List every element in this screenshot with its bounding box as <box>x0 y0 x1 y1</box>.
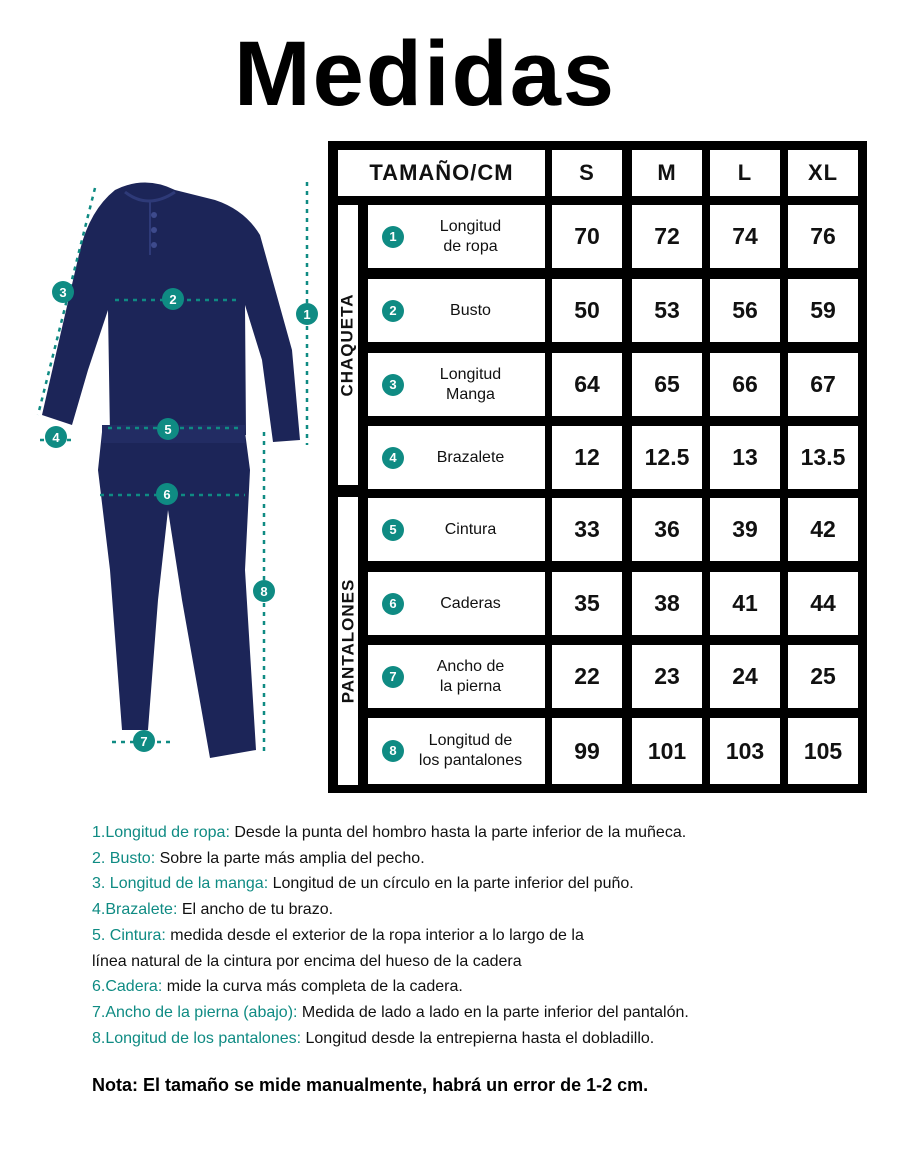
row-label-6 <box>368 572 545 635</box>
measurement-name-line1: Caderas <box>440 594 501 612</box>
value-cell: 72 <box>632 205 702 268</box>
group-label-pantalones <box>338 497 358 785</box>
header-size-label: TAMAÑO/CM <box>338 150 545 196</box>
value-cell: 50 <box>552 279 622 342</box>
value-cell: 23 <box>632 645 702 708</box>
legend-description: Longitud desde la entrepierna hasta el dobladillo. <box>301 1029 655 1047</box>
measurement-name <box>404 365 545 405</box>
measurement-name-line2: de ropa <box>443 237 498 255</box>
value-cell: 56 <box>710 279 780 342</box>
row-label-5 <box>368 498 545 561</box>
legend-description: Sobre la parte más amplia del pecho. <box>155 849 425 867</box>
legend-item <box>92 871 872 897</box>
measurement-name <box>404 657 545 697</box>
value-cell: 105 <box>788 718 858 784</box>
measurement-name-line1: Cintura <box>444 520 497 538</box>
value-cell: 13.5 <box>788 426 858 489</box>
value-cell: 39 <box>710 498 780 561</box>
figure-marker-1: 1 <box>296 303 318 325</box>
value-cell: 44 <box>788 572 858 635</box>
value-cell: 12 <box>552 426 622 489</box>
note: Nota: El tamaño se mide manualmente, habrá un error de 1-2 cm. <box>92 1075 649 1095</box>
measurement-name-line2: los pantalones <box>418 752 523 769</box>
group-label-chaqueta <box>338 205 358 485</box>
figure-marker-6: 6 <box>156 483 178 505</box>
measurement-name-line2: Manga <box>446 385 495 403</box>
legend-item <box>92 1000 872 1026</box>
legend-term: 2. Busto: <box>92 849 156 867</box>
figure-marker-4: 4 <box>45 426 67 448</box>
measurement-name-line1: Longitud de <box>428 732 513 749</box>
size-table <box>328 141 867 793</box>
value-cell: 24 <box>710 645 780 708</box>
marker-badge-5: 5 <box>382 519 404 541</box>
legend-term: 8.Longitud de los pantalones: <box>92 1029 302 1047</box>
measurement-name-line1: Longitud <box>439 217 502 235</box>
measurement-name <box>404 520 545 540</box>
legend-item <box>92 923 872 949</box>
row-label-8 <box>368 718 545 784</box>
measurement-name <box>404 301 545 321</box>
value-cell: 103 <box>710 718 780 784</box>
legend-description: Desde la punta del hombro hasta la parte inferior de la muñeca. <box>229 824 687 841</box>
value-cell: 25 <box>788 645 858 708</box>
legend-description: Longitud de un círculo en la parte inferior del puño. <box>268 875 634 893</box>
value-cell: 70 <box>552 205 622 268</box>
legend-term: 7.Ancho de la pierna (abajo): <box>92 1003 298 1021</box>
header-size-s: S <box>552 150 622 196</box>
legend-item <box>92 897 872 923</box>
measurement-name-line1: Ancho de <box>436 657 505 675</box>
marker-badge-7: 7 <box>382 666 404 688</box>
group-name: PANTALONES <box>338 578 357 704</box>
legend-term: 5. Cintura: <box>92 926 166 944</box>
group-name: CHAQUETA <box>338 293 358 397</box>
header-size-xl: XL <box>788 150 858 196</box>
legend-term: 3. Longitud de la manga: <box>92 875 269 893</box>
measurement-name-line1: Busto <box>450 301 491 319</box>
value-cell: 64 <box>552 353 622 416</box>
value-cell: 41 <box>710 572 780 635</box>
measurement-name <box>404 448 545 468</box>
value-cell: 12.5 <box>632 426 702 489</box>
marker-badge-4: 4 <box>382 447 404 469</box>
pajama-figure <box>30 170 330 770</box>
value-cell: 36 <box>632 498 702 561</box>
value-cell: 74 <box>710 205 780 268</box>
row-label-3 <box>368 353 545 416</box>
row-label-2 <box>368 279 545 342</box>
legend-description: línea natural de la cintura por encima del hueso de la cadera <box>92 952 522 970</box>
marker-badge-2: 2 <box>382 300 404 322</box>
value-cell: 67 <box>788 353 858 416</box>
marker-badge-1: 1 <box>382 226 404 248</box>
legend-term: 4.Brazalete: <box>92 901 178 919</box>
marker-badge-3: 3 <box>382 374 404 396</box>
value-cell: 76 <box>788 205 858 268</box>
measurement-name <box>404 731 545 771</box>
value-cell: 53 <box>632 279 702 342</box>
figure-marker-7: 7 <box>133 730 155 752</box>
row-label-1 <box>368 205 545 268</box>
figure-marker-3: 3 <box>52 281 74 303</box>
marker-badge-6: 6 <box>382 593 404 615</box>
value-cell: 99 <box>552 718 622 784</box>
legend-item <box>92 1026 872 1052</box>
header-size-l: L <box>710 150 780 196</box>
row-label-7 <box>368 645 545 708</box>
value-cell: 65 <box>632 353 702 416</box>
shirt-illustration <box>42 183 300 443</box>
legend-item <box>92 820 872 846</box>
measurement-name-line2: la pierna <box>439 677 502 695</box>
legend-term: 1.Longitud de ropa: <box>92 824 230 841</box>
legend-description: El ancho de tu brazo. <box>177 901 334 919</box>
value-cell: 101 <box>632 718 702 784</box>
measurement-name <box>404 217 545 257</box>
measurement-legend <box>92 820 872 1051</box>
value-cell: 42 <box>788 498 858 561</box>
legend-item <box>92 846 872 872</box>
legend-description: mide la curva más completa de la cadera. <box>162 978 463 996</box>
figure-marker-2: 2 <box>162 288 184 310</box>
value-cell: 13 <box>710 426 780 489</box>
legend-item <box>92 974 872 1000</box>
value-cell: 22 <box>552 645 622 708</box>
legend-item <box>92 949 872 975</box>
header-size-m: M <box>632 150 702 196</box>
marker-badge-8: 8 <box>382 740 404 762</box>
page-title: Medidas <box>233 23 617 125</box>
legend-description: medida desde el exterior de la ropa interior a lo largo de la <box>165 926 584 944</box>
measurement-name-line1: Longitud <box>439 365 502 383</box>
value-cell: 59 <box>788 279 858 342</box>
legend-description: Medida de lado a lado en la parte inferior del pantalón. <box>297 1003 689 1021</box>
measurement-name-line1: Brazalete <box>436 448 505 466</box>
figure-marker-5: 5 <box>157 418 179 440</box>
pants-illustration <box>98 425 256 758</box>
figure-marker-8: 8 <box>253 580 275 602</box>
legend-term: 6.Cadera: <box>92 978 163 996</box>
value-cell: 33 <box>552 498 622 561</box>
value-cell: 38 <box>632 572 702 635</box>
value-cell: 35 <box>552 572 622 635</box>
value-cell: 66 <box>710 353 780 416</box>
measurement-name <box>404 594 545 614</box>
row-label-4 <box>368 426 545 489</box>
